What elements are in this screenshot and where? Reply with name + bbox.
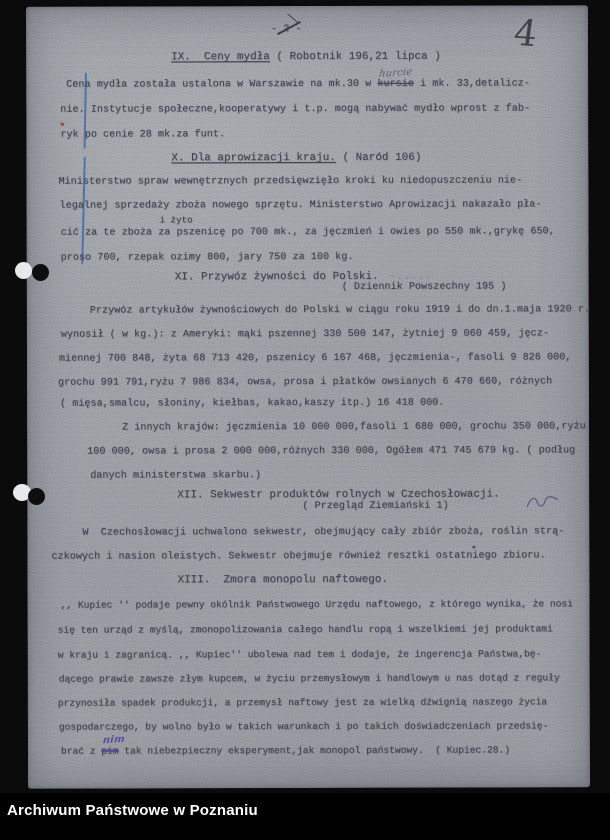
typed-text: ( Robotnik 196,21 lipca )	[269, 50, 441, 64]
typed-line	[171, 152, 421, 165]
typed-text: Cena mydła została ustalona w Warszawie na mk.30 w	[66, 78, 378, 91]
typed-text: XIII. Zmora monopolu naftowego.	[177, 573, 389, 587]
typed-line	[122, 421, 586, 433]
typed-line	[58, 175, 522, 187]
typed-text: XI. Przywóz żywności do Polski.	[174, 270, 379, 284]
typed-text: ( mięsa,smalcu, słoniny, kiełbas, kakao,kaszy itp.) 16 418 000.	[60, 397, 445, 410]
handwritten-dots: – . . . . .	[378, 268, 431, 282]
typed-line	[82, 526, 564, 538]
typed-text: ( Przegląd Ziemiański 1)	[302, 500, 449, 513]
typed-text: brać z	[60, 745, 102, 757]
archive-watermark-bar	[0, 793, 610, 840]
typed-line	[61, 598, 573, 610]
typed-line	[160, 215, 193, 225]
typed-text: X. Dla aprowizacji kraju.	[171, 151, 336, 165]
typed-line	[177, 574, 388, 587]
typed-text: nie. Instytucje społeczne,kooperatywy i t.p. mogą nabywać mydło wprost z fab-	[60, 103, 531, 116]
typed-text: ,, Kupiec '' podaje pewny okólnik Państwowego Urzędu naftowego, z którego wynika, że nosi	[60, 598, 573, 611]
typed-line	[171, 51, 441, 64]
typed-text: tak niebezpieczny eksperyment,jak monopol państwowy. ( Kupiec.28.)	[118, 744, 511, 757]
typed-line	[87, 445, 575, 457]
typed-text: grochu 991 791,ryżu 7 986 834, owsa, prosa i płatków owsianych 6 470 660, różnych	[57, 376, 553, 389]
typed-text: ( Dziennik Powszechny 195 )	[341, 281, 507, 293]
typed-text: Z innych krajów: jęczmienia 10 000 000,fasoli 1 680 000, grochu 350 000,ryżu	[122, 421, 586, 434]
typed-line	[58, 623, 553, 635]
typed-line	[90, 304, 590, 316]
typed-text: przynosiła spadek produkcji, a przemysł naftowy jest za wielką dźwignią naszego życia	[57, 696, 548, 709]
typed-text: miennej 700 848, żyta 68 713 420, pszenicy 6 167 468, jęczmienia-, fasoli 9 826 000,	[58, 352, 572, 365]
typed-line	[302, 501, 448, 512]
typed-text: 100 000, owsa i prosa 2 000 000,różnych 330 000, Ogółem 471 745 679 kg. ( podług	[87, 445, 576, 458]
typed-line	[177, 488, 499, 501]
typed-line	[66, 66, 530, 91]
typed-line	[60, 398, 444, 410]
typed-line	[59, 672, 560, 684]
handwritten-correction: hurcie	[378, 66, 414, 80]
punch-hole-chad	[15, 262, 32, 279]
typed-line	[60, 129, 225, 140]
typed-line	[61, 226, 555, 238]
corrected-word	[377, 66, 414, 90]
typed-line	[90, 470, 261, 481]
handwritten-correction: nim	[102, 733, 126, 747]
typed-text: Przywóz artykułów żywnościowych do Polski w ciągu roku 1919 i do dn.1.maja 1920 r.	[89, 304, 591, 317]
typed-text: w kraju i zagranicą. ,, Kupiec'' ubolewa nad tem i dodaje, że ingerencja Państwa,bę-	[57, 648, 542, 661]
typed-text: Ministerstwo spraw wewnętrznych przedsięwzięło kroki ku niedopuszczeniu nie-	[58, 175, 523, 188]
typed-text: czkowych i nasion oleistych. Sekwestr obejmuje również resztki ostatniego zbioru.	[51, 550, 546, 563]
typed-line	[61, 252, 354, 264]
typed-text: dącego prawie zawsze złym kupcem, w życiu przemysłowym i handlowym u nas dotąd z reguły	[58, 672, 560, 685]
handwritten-annotation-mark	[525, 494, 559, 510]
typed-text: i mk. 33,detalicz-	[413, 78, 530, 90]
typed-line	[342, 281, 507, 292]
typed-text: wynosił ( w kg.): z Ameryki: mąki pszennej 330 500 147, żytniej 9 060 459, jęcz-	[60, 328, 549, 341]
dust-speck	[472, 546, 475, 549]
typed-text: ( Naród 106)	[335, 151, 422, 164]
typed-text: XII. Sekwestr produktów rolnych w Czechosłowacji.	[177, 488, 500, 502]
typed-line	[51, 550, 545, 562]
punch-hole	[28, 488, 45, 505]
typed-text: i żyto	[159, 215, 193, 226]
typed-text: proso 700, rzepak ozimy 800, jary 750 za 100 kg.	[60, 251, 354, 264]
typed-text: pim	[101, 745, 119, 757]
typed-text: się ten urząd z myślą, zmonopolizowania całego handlu ropą i wszelkiemi jej produktami	[57, 623, 553, 636]
typed-line	[59, 199, 541, 211]
typed-text: IX. Ceny mydła	[171, 51, 270, 64]
typed-line	[271, 24, 302, 35]
typed-text: danych ministerstwa skarbu.)	[90, 470, 262, 482]
corrected-word	[101, 733, 126, 757]
typed-line	[61, 328, 549, 340]
typed-line	[58, 376, 552, 388]
typed-text: legalnej sprzedaży zboża nowego sprzętu. Ministerstwo Aprowizacji nakazało pła-	[59, 199, 542, 212]
typed-text: W Czechosłowacji uchwalono sekwestr, obejmujący cały zbiór zboża, roślin strą-	[82, 526, 565, 539]
dust-speck	[60, 122, 65, 127]
typed-line	[58, 648, 542, 660]
typed-text: cić za te zboża za pszenicę po 700 mk., za jęczmień i owies po 550 mk.,grykę 650,	[60, 226, 555, 239]
typed-text: - 2 -	[271, 24, 302, 36]
typed-line	[58, 696, 547, 708]
typed-line	[60, 733, 511, 757]
typewritten-page	[26, 5, 590, 788]
typed-line	[59, 352, 572, 364]
typed-line	[59, 720, 548, 732]
typed-text: kursie	[377, 78, 414, 90]
typed-line	[60, 103, 530, 115]
punch-hole	[32, 264, 49, 281]
handwritten-page-number: 4	[511, 12, 540, 56]
archive-watermark-text: Archiwum Państwowe w Poznaniu	[7, 802, 258, 819]
typed-text: gospodarczego, by wolno było w takich warunkach i po takich doświadczeniach przedsię-	[58, 720, 549, 733]
typed-text: ryk po cenie 28 mk.za funt.	[60, 129, 226, 141]
